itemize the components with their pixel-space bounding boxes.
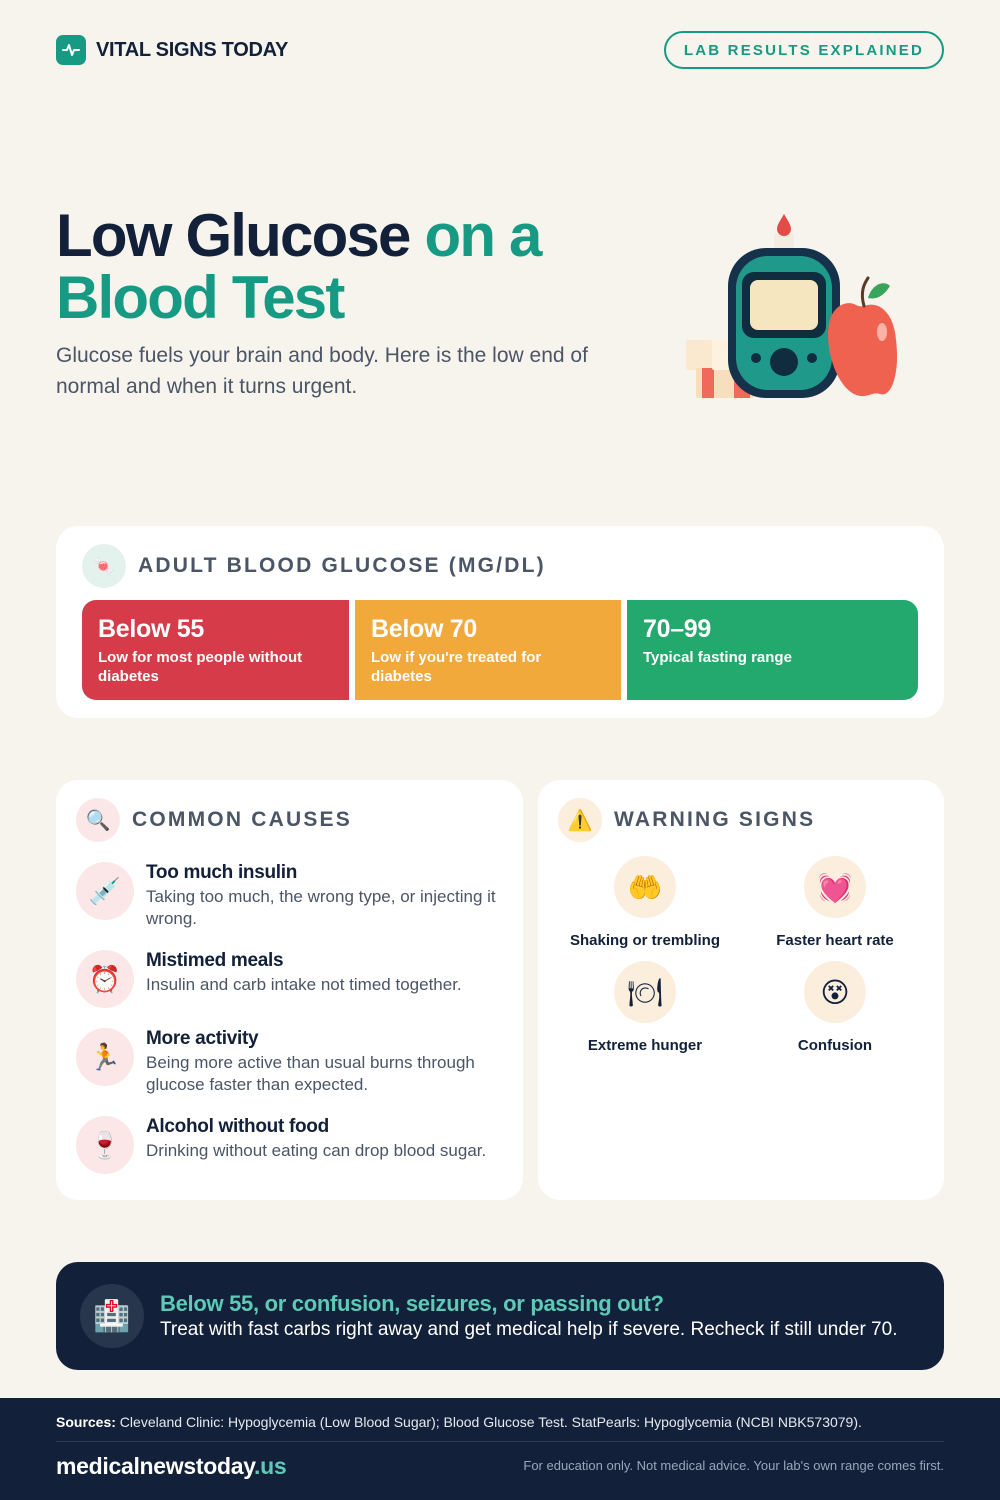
cause-description: Being more active than usual burns through glucose faster than expected. xyxy=(146,1053,475,1094)
cause-title: Alcohol without food xyxy=(146,1116,329,1137)
cause-title: More activity xyxy=(146,1028,259,1049)
list-item xyxy=(550,856,740,949)
alarm-clock-icon: ⏰ xyxy=(76,950,134,1008)
footer xyxy=(0,1398,1000,1500)
sources xyxy=(56,1414,944,1430)
brand[interactable] xyxy=(56,35,288,65)
list-item xyxy=(76,1116,506,1174)
glucose-card-header xyxy=(82,544,546,588)
band-description: Typical fasting range xyxy=(643,649,792,666)
raised-hands-icon: 🤲 xyxy=(614,856,676,918)
pulse-icon xyxy=(56,35,86,65)
common-causes-card xyxy=(56,780,523,1200)
list-item xyxy=(740,961,930,1054)
warning-card-title: WARNING SIGNS xyxy=(614,808,816,831)
alert-text: Treat with fast carbs right away and get medical help if severe. Recheck if still under 70. xyxy=(160,1319,898,1340)
sign-label: Shaking or trembling xyxy=(569,932,720,949)
list-item xyxy=(76,862,506,930)
warning-sign-grid xyxy=(550,856,930,1054)
causes-card-title: COMMON CAUSES xyxy=(132,808,352,831)
title-part-teal: on a Blood Test xyxy=(56,202,541,331)
warning-icon: ⚠️ xyxy=(558,798,602,842)
sign-label: Extreme hunger xyxy=(587,1037,703,1054)
header xyxy=(56,32,944,68)
syringe-icon: 💉 xyxy=(76,862,134,920)
cause-list xyxy=(76,862,506,1194)
band-normal xyxy=(627,600,918,700)
page-title xyxy=(56,202,656,331)
cause-title: Too much insulin xyxy=(146,862,298,883)
site-tld: .us xyxy=(254,1453,287,1479)
cause-description: Drinking without eating can drop blood sugar. xyxy=(146,1141,487,1160)
cause-description: Taking too much, the wrong type, or injecting it wrong. xyxy=(146,887,496,928)
alert-title: Below 55, or confusion, seizures, or passing out? xyxy=(160,1291,664,1316)
page-subtitle: Glucose fuels your brain and body. Here is the low end of normal and when it turns urgent. xyxy=(56,344,588,398)
band-value: 70–99 xyxy=(643,615,712,643)
band-description: Low for most people without diabetes xyxy=(98,649,303,685)
cause-title: Mistimed meals xyxy=(146,950,284,971)
glucose-meter-illustration xyxy=(668,212,900,404)
wine-glass-icon: 🍷 xyxy=(76,1116,134,1174)
warning-card-header xyxy=(558,798,815,842)
band-description: Low if you're treated for diabetes xyxy=(371,649,542,685)
list-item xyxy=(76,950,506,1008)
list-item xyxy=(740,856,930,949)
dizzy-face-icon: 😵 xyxy=(804,961,866,1023)
warning-signs-card xyxy=(538,780,944,1200)
title-part-dark: Low Glucose xyxy=(56,202,425,269)
sources-label: Sources: xyxy=(56,1414,116,1430)
urgent-alert-banner xyxy=(56,1262,944,1370)
glucose-card-title: ADULT BLOOD GLUCOSE (MG/DL) xyxy=(138,554,546,577)
footer-divider xyxy=(56,1441,944,1442)
heart-icon: 💓 xyxy=(804,856,866,918)
runner-icon: 🏃 xyxy=(76,1028,134,1086)
causes-card-header xyxy=(76,798,352,842)
list-item xyxy=(550,961,740,1054)
magnifier-icon: 🔍 xyxy=(76,798,120,842)
site-name: medicalnewstoday xyxy=(56,1453,255,1479)
sources-text: Cleveland Clinic: Hypoglycemia (Low Blood Sugar); Blood Glucose Test. StatPearls: Hypoglycemia (NCBI NBK573079). xyxy=(115,1414,862,1430)
lab-results-badge[interactable]: LAB RESULTS EXPLAINED xyxy=(664,31,944,69)
site-link[interactable] xyxy=(56,1453,286,1480)
brand-name: VITAL SIGNS TODAY xyxy=(96,38,288,61)
disclaimer: For education only. Not medical advice. Your lab's own range comes first. xyxy=(523,1458,944,1473)
sign-label: Faster heart rate xyxy=(776,932,894,949)
glucose-range-card xyxy=(56,526,944,718)
candy-icon: 🍬 xyxy=(82,544,126,588)
glucose-bands xyxy=(82,600,918,700)
plate-icon: 🍽 xyxy=(614,961,676,1023)
hospital-icon: 🏥 xyxy=(80,1284,144,1348)
band-value: Below 55 xyxy=(98,615,204,643)
band-value: Below 70 xyxy=(371,615,477,643)
sign-label: Confusion xyxy=(797,1037,873,1054)
list-item xyxy=(76,1028,506,1096)
cause-description: Insulin and carb intake not timed together. xyxy=(146,975,462,994)
band-below-55 xyxy=(82,600,349,700)
band-below-70 xyxy=(355,600,621,700)
